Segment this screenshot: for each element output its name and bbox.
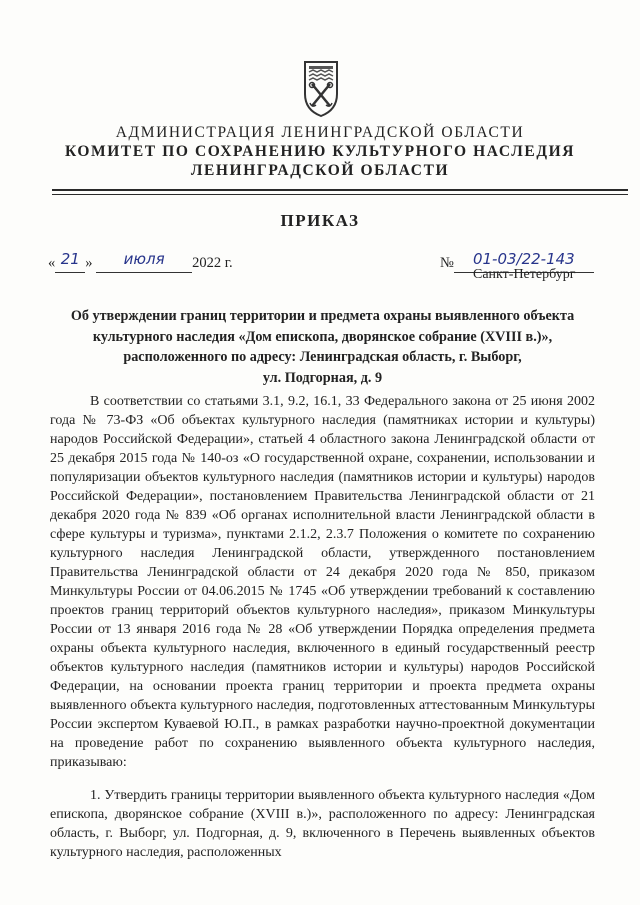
clause-1-paragraph — [50, 786, 595, 862]
document-type-title: ПРИКАЗ — [280, 211, 360, 230]
date-open-quote: « — [48, 255, 56, 271]
subject-line3: расположенного по адресу: Ленинградская область, г. Выборг, — [123, 349, 522, 365]
order-date — [48, 250, 233, 273]
org-name-line2: КОМИТЕТ ПО СОХРАНЕНИЮ КУЛЬТУРНОГО НАСЛЕДИЯ — [64, 143, 576, 160]
clause-1-text: 1. Утвердить границы территории выявленного объекта культурного наследия «Дом епископа, дворянское собрание (XVIII в.)», расположенного по адресу: Ленинградская область, г. Выборг, ул. Подгорная, д. 9, включенного в Перечень выявленных объектов культурного наследия, расположенных — [50, 788, 595, 860]
org-name-line1: АДМИНИСТРАЦИЯ ЛЕНИНГРАДСКОЙ ОБЛАСТИ — [115, 124, 525, 141]
subject-line2: культурного наследия «Дом епископа, дворянское собрание (XVIII в.)», — [92, 328, 553, 345]
number-value: 01-03/22-143 — [472, 250, 575, 268]
preamble-paragraph — [50, 392, 595, 772]
preamble-text: В соответствии со статьями 3.1, 9.2, 16.1, 33 Федерального закона от 25 июня 2002 года № 73-ФЗ «Об объектах культурного наследия (памятниках истории и культуры) народов Российской Федерации», статьей 4 областного закона Ленинградской области от 25 декабря 2015 года № 140-оз «О государственной охране, сохранении, использовании и популяризации объектов культурного наследия (памятников истории и культуры) народов Российской Федерации», постановлением Правительства Ленинградской области от 21 декабря 2020 года № 839 «Об органах исполнительной власти Ленинградской области в сфере культуры и туризма», пунктами 2.1.2, 2.3.7 Положения о комитете по сохранению культурного наследия Ленинградской области, утвержденного постановлением Правительства Ленинградской области от 24 декабря 2020 года № 850, приказом Минкультуры России от 04.06.2015 № 1745 «Об утверждении требований к составлению проектов границ территорий объектов культурного наследия», приказом Минкультуры России от 13 января 2016 года № 28 «Об утверждении Порядка определения предмета охраны объекта культурного наследия, включенного в единый государственный реестр объектов культурного наследия (памятников истории и культуры) народов Российской Федерации, на основании проекта границ территории и проекта предмета охраны выявленного объекта культурного наследия, подготовленных аттестованным Минкультуры России экспертом Куваевой Ю.П., в рамках разработки научно-проектной документации на проведение работ по сохранению выявленного объекта культурного наследия, приказываю: — [50, 394, 595, 770]
number-prefix: № — [440, 255, 454, 271]
org-name-line3: ЛЕНИНГРАДСКОЙ ОБЛАСТИ — [190, 162, 450, 179]
issue-city: Санкт-Петербург — [473, 267, 576, 282]
date-close-quote: » — [85, 255, 93, 271]
date-year: 2022 г. — [192, 255, 233, 271]
coat-of-arms-icon — [299, 58, 343, 120]
header-divider-thin — [52, 194, 628, 195]
date-month: июля — [123, 250, 165, 268]
subject-line4: ул. Подгорная, д. 9 — [262, 369, 383, 386]
subject-line1: Об утверждении границ территории и предмета охраны выявленного объекта — [70, 308, 575, 324]
date-day: 21 — [60, 250, 80, 268]
order-subject — [50, 306, 595, 388]
header-divider-thick — [52, 189, 628, 191]
